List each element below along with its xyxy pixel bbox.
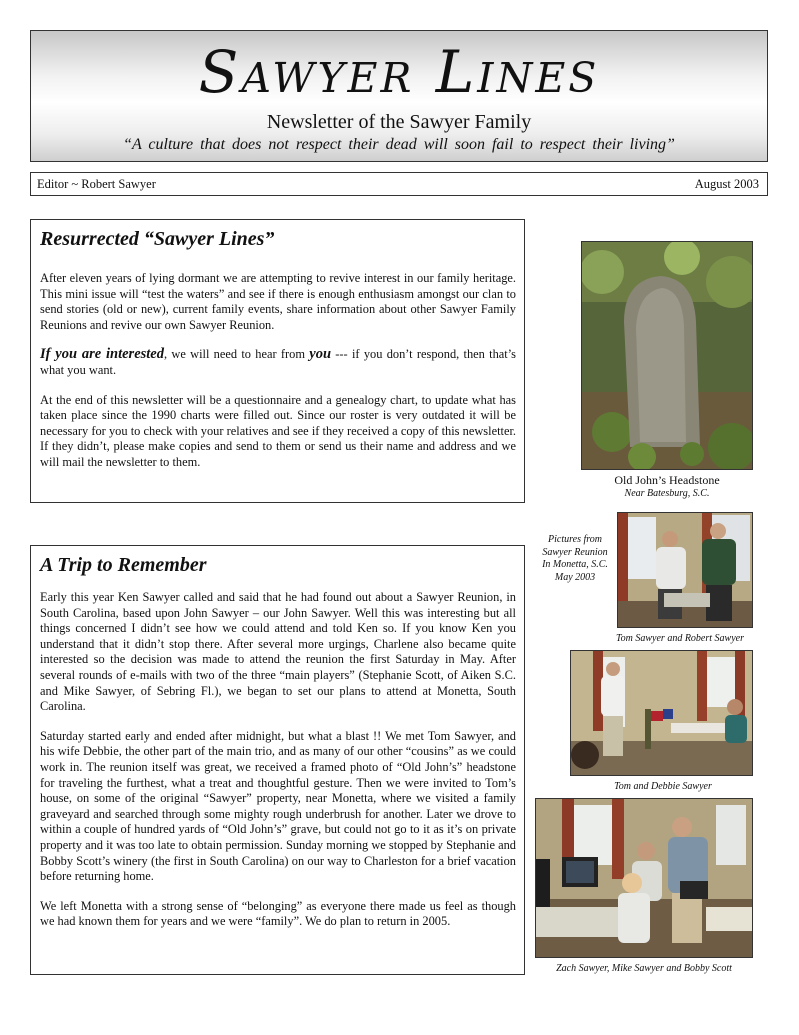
reunion-photo-tom-debbie — [570, 650, 753, 776]
article-title: A Trip to Remember — [40, 554, 207, 576]
paragraph — [40, 347, 516, 378]
editor-name: Editor ~ Robert Sawyer — [37, 177, 156, 191]
paragraph: Saturday started early and ended after midnight, but what a blast !! We met Tom Sawyer, and his wife Debbie, the other part of the main trio, and as many of our other “cousins” as we could work in. The reunion itself was great, we received a framed photo of “Old John’s” headstone for traveling the furthest, what a treat and thoughtful gesture. Then we were invited to Tom’s house, on some of the original “Sawyer” property, near Monetta, where we visited a family graveyard and searched through some mighty rough underbrush for another. Later we drove to within a couple of hundred yards of “Old John’s” grave, but could not go to it as it’s on private property and it was too late to obtain permission. Sunday morning we stopped by Stephanie and Bobby Scott’s winery (the first in South Carolina) on our way to Charleston for a brief vacation before returning home. — [40, 728, 516, 884]
note-line: In Monetta, S.C. — [542, 559, 608, 570]
reunion-photo-zach-mike-bobby — [535, 798, 753, 958]
photo-caption: Tom and Debbie Sawyer — [614, 781, 712, 792]
photos-note — [533, 534, 617, 584]
paragraph: We left Monetta with a strong sense of “belonging” as everyone there made us feel as though we had known them for years and we were “family”. We do plan to return in 2005. — [40, 898, 516, 929]
photo-caption: Zach Sawyer, Mike Sawyer and Bobby Scott — [556, 963, 732, 974]
article-title: Resurrected “Sawyer Lines” — [40, 228, 275, 250]
caption-location: Near Batesburg, S.C. — [624, 488, 710, 499]
editor-bar — [30, 172, 768, 196]
newsletter-title: Sawyer Lines — [198, 38, 600, 106]
article-resurrected — [30, 219, 525, 503]
paragraph: At the end of this newsletter will be a questionnaire and a genealogy chart, to update what has taken place since the 1990 charts were filled out. Since our roster is very outdated it will be necessary for you to check with your relatives and see if they received a copy of this newsletter. If they didn’t, please make copies and send to them or send us their name and address and we will mail the newsletter to them. — [40, 392, 516, 469]
article-body — [40, 590, 516, 930]
headstone-photo — [581, 241, 753, 470]
reunion-photo-tom-robert — [617, 512, 753, 628]
newsletter-subtitle: Newsletter of the Sawyer Family — [266, 111, 532, 133]
paragraph: After eleven years of lying dormant we are attempting to revive interest in our family heritage. This mini issue will “test the waters” and see if there is enough enthusiasm amongst our clan to send stories (old or new), current family events, share information about other Sawyer Family Reunions and revive our own Sawyer Reunion. — [40, 271, 516, 332]
masthead — [30, 30, 768, 162]
photo-caption: Tom Sawyer and Robert Sawyer — [616, 633, 744, 644]
note-line: Pictures from — [548, 534, 602, 545]
issue-date: August 2003 — [694, 177, 759, 191]
emphasis-text: you — [309, 346, 332, 363]
note-line: May 2003 — [554, 571, 596, 583]
article-trip — [30, 545, 525, 975]
emphasis-text: If you are interested — [40, 346, 164, 363]
paragraph-text: --- if you don’t respond, then that’s what you want. — [40, 347, 516, 377]
caption-text: Old John’s Headstone — [614, 473, 720, 487]
note-line: Sawyer Reunion — [542, 546, 608, 558]
paragraph-text: , we will need to hear from — [164, 347, 310, 362]
paragraph: Early this year Ken Sawyer called and said that he had found out about a Sawyer Reunion, in South Carolina, based upon John Sawyer – our John Sawyer. Well this was interesting but all things concerned I didn’t see how we could attend and told Ken so. If you know Ken you understand that it didn’t stop there. After several more urgings, Charlene also became quite interested so the decision was made to attend the reunion the first Saturday in May. After several rounds of e-mails with two of the three “main players” (Stephanie Scott, of Aiken S.C. and Mike Sawyer, of Sebring Fl.), we began to set our plans to attend at Monetta, South Carolina. — [40, 590, 516, 714]
headstone-caption — [581, 473, 753, 499]
newsletter-quote: “A culture that does not respect their dead will soon fail to respect their living” — [123, 136, 675, 153]
article-body — [40, 271, 516, 471]
